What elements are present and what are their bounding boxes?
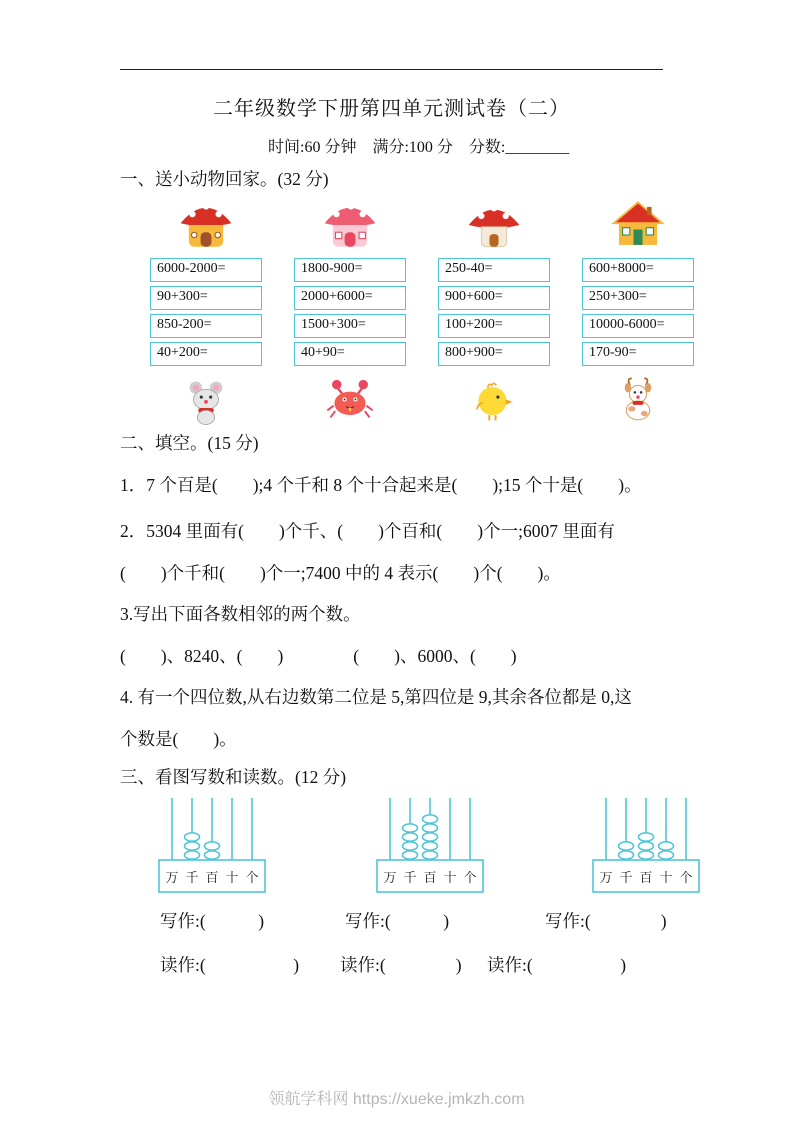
crab-icon	[325, 376, 375, 426]
svg-text:个: 个	[679, 870, 693, 885]
svg-text:十: 十	[659, 870, 673, 885]
fill-blank-line: ( )、8240、( ) ( )、6000、( )	[120, 646, 517, 666]
mushroom-house-icon	[176, 196, 236, 254]
write-number-blank: 写作:( )	[545, 911, 667, 931]
math-problem-box: 250+300=	[582, 286, 694, 310]
deer-icon	[613, 376, 663, 426]
mouse-icon	[181, 376, 231, 426]
fill-blank-line: 3.写出下面各数相邻的两个数。	[120, 604, 361, 624]
math-problem-box: 250-40=	[438, 258, 550, 282]
math-problem-box: 900+600=	[438, 286, 550, 310]
svg-text:百: 百	[205, 870, 219, 885]
math-problem-box: 90+300=	[150, 286, 262, 310]
cottage-icon	[608, 196, 668, 254]
column-pink-mushroom-house	[294, 196, 406, 426]
fill-blank-line: ( )个千和( )个一;7400 中的 4 表示( )个( )。	[120, 563, 561, 583]
header-rule	[120, 69, 663, 70]
math-problem-box: 1500+300=	[294, 314, 406, 338]
abacus-diagram	[592, 796, 700, 896]
write-number-blank: 写作:( )	[160, 911, 265, 931]
svg-text:百: 百	[423, 870, 437, 885]
section3-heading: 三、看图写数和读数。(12 分)	[120, 767, 347, 787]
svg-text:万: 万	[165, 870, 179, 885]
fill-blank-line: 2．5304 里面有( )个千、( )个百和( )个一;6007 里面有	[120, 521, 615, 541]
column-cottage	[582, 196, 694, 426]
section1-heading: 一、送小动物回家。(32 分)	[120, 169, 329, 189]
mushroom-icon	[464, 196, 524, 254]
fill-blank-line: 1．7 个百是( );4 个千和 8 个十合起来是( );15 个十是( )。	[120, 475, 642, 495]
math-problem-box: 1800-900=	[294, 258, 406, 282]
page-title: 二年级数学下册第四单元测试卷（二）	[213, 98, 570, 120]
read-number-blank: 读作:( )	[160, 955, 300, 975]
svg-text:千: 千	[619, 870, 633, 885]
math-problem-box: 800+900=	[438, 342, 550, 366]
svg-text:个: 个	[245, 870, 259, 885]
abacus-diagram	[376, 796, 484, 896]
math-problem-box: 40+200=	[150, 342, 262, 366]
svg-text:个: 个	[463, 870, 477, 885]
svg-text:十: 十	[443, 870, 457, 885]
column-mushroom	[438, 196, 550, 426]
math-problem-box: 6000-2000=	[150, 258, 262, 282]
math-problem-box: 2000+6000=	[294, 286, 406, 310]
section2-heading: 二、填空。(15 分)	[120, 433, 259, 453]
abacus-diagram	[158, 796, 266, 896]
exam-info-line: 时间:60 分钟 满分:100 分 分数:________	[268, 139, 570, 156]
read-number-blank: 读作:( )	[487, 955, 627, 975]
svg-text:千: 千	[185, 870, 199, 885]
write-number-blank: 写作:( )	[345, 911, 450, 931]
math-problem-box: 10000-6000=	[582, 314, 694, 338]
svg-text:万: 万	[599, 870, 613, 885]
pink-mushroom-house-icon	[320, 196, 380, 254]
fill-blank-line: 4. 有一个四位数,从右边数第二位是 5,第四位是 9,其余各位都是 0,这	[120, 687, 632, 707]
chick-icon	[469, 376, 519, 426]
math-problem-box: 170-90=	[582, 342, 694, 366]
math-problem-box: 40+90=	[294, 342, 406, 366]
svg-text:百: 百	[639, 870, 653, 885]
svg-text:千: 千	[403, 870, 417, 885]
read-number-blank: 读作:( )	[340, 955, 462, 975]
animal-home-grid	[150, 196, 726, 426]
math-problem-box: 100+200=	[438, 314, 550, 338]
math-problem-box: 850-200=	[150, 314, 262, 338]
fill-blank-line: 个数是( )。	[120, 729, 237, 749]
svg-text:十: 十	[225, 870, 239, 885]
site-watermark: 领航学科网 https://xueke.jmkzh.com	[268, 1091, 525, 1108]
svg-text:万: 万	[383, 870, 397, 885]
column-mushroom-house	[150, 196, 262, 426]
math-problem-box: 600+8000=	[582, 258, 694, 282]
